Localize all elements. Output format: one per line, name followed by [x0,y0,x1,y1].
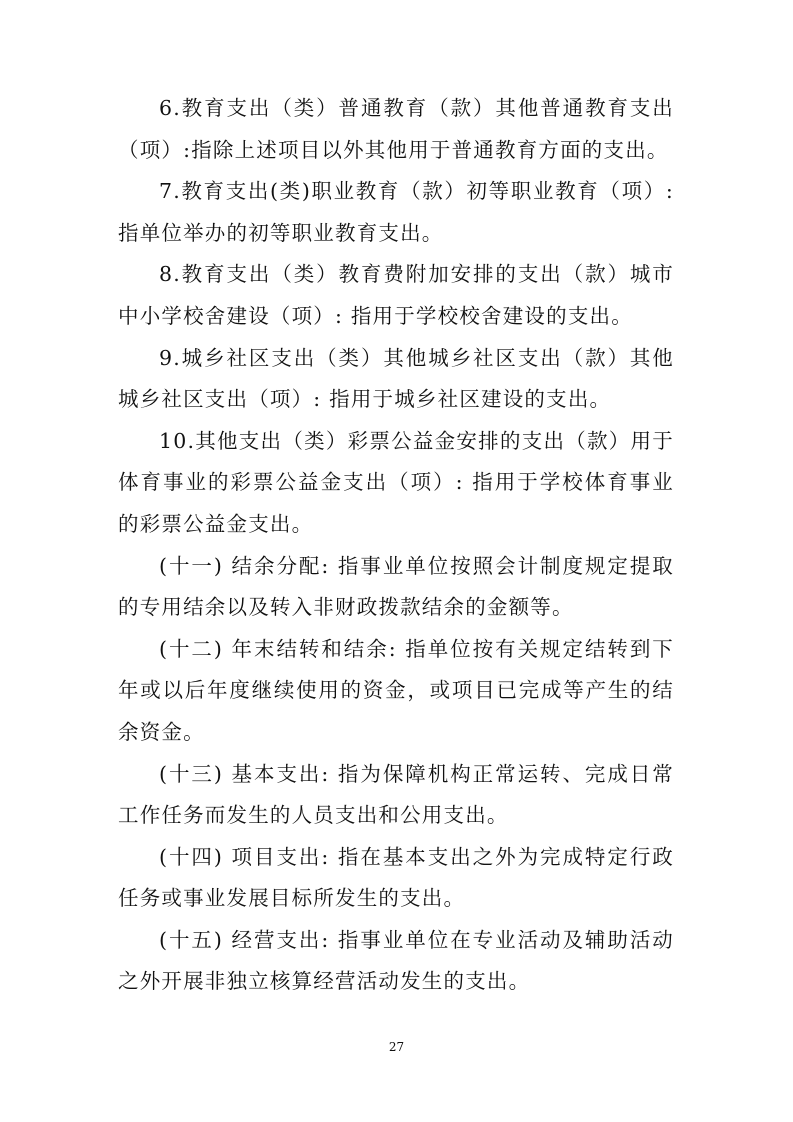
paragraph-item-7: 7.教育支出(类)职业教育（款）初等职业教育（项）:指单位举办的初等职业教育支出。 [118,179,674,245]
paragraph-item-6: 6.教育支出（类）普通教育（款）其他普通教育支出（项）:指除上述项目以外其他用于普通教育方面的支出。 [118,96,674,162]
paragraph-item-8: 8.教育支出（类）教育费附加安排的支出（款）城市中小学校舍建设（项）: 指用于学校校舍建设的支出。 [118,262,674,328]
paragraph-section-14: (十四) 项目支出: 指在基本支出之外为完成特定行政任务或事业发展目标所发生的支出。 [118,844,674,911]
paragraph-section-12: (十二) 年末结转和结余: 指单位按有关规定结转到下年或以后年度继续使用的资金，或项目已完成等产生的结余资金。 [118,636,674,744]
page-number: 27 [388,1040,405,1054]
paragraph-section-11: (十一) 结余分配: 指事业单位按照会计制度规定提取的专用结余以及转入非财政拨款结余的金额等。 [118,553,674,620]
paragraph-item-10: 10.其他支出（类）彩票公益金安排的支出（款）用于体育事业的彩票公益金支出（项）: 指用于学校体育事业的彩票公益金支出。 [118,428,674,536]
paragraph-section-13: (十三) 基本支出: 指为保障机构正常运转、完成日常工作任务而发生的人员支出和公用支出。 [118,761,674,828]
document-body [118,88,674,1003]
paragraph-section-15: (十五) 经营支出: 指事业单位在专业活动及辅助活动之外开展非独立核算经营活动发生的支出。 [118,927,674,994]
paragraph-item-9: 9.城乡社区支出（类）其他城乡社区支出（款）其他城乡社区支出（项）: 指用于城乡社区建设的支出。 [118,345,674,412]
